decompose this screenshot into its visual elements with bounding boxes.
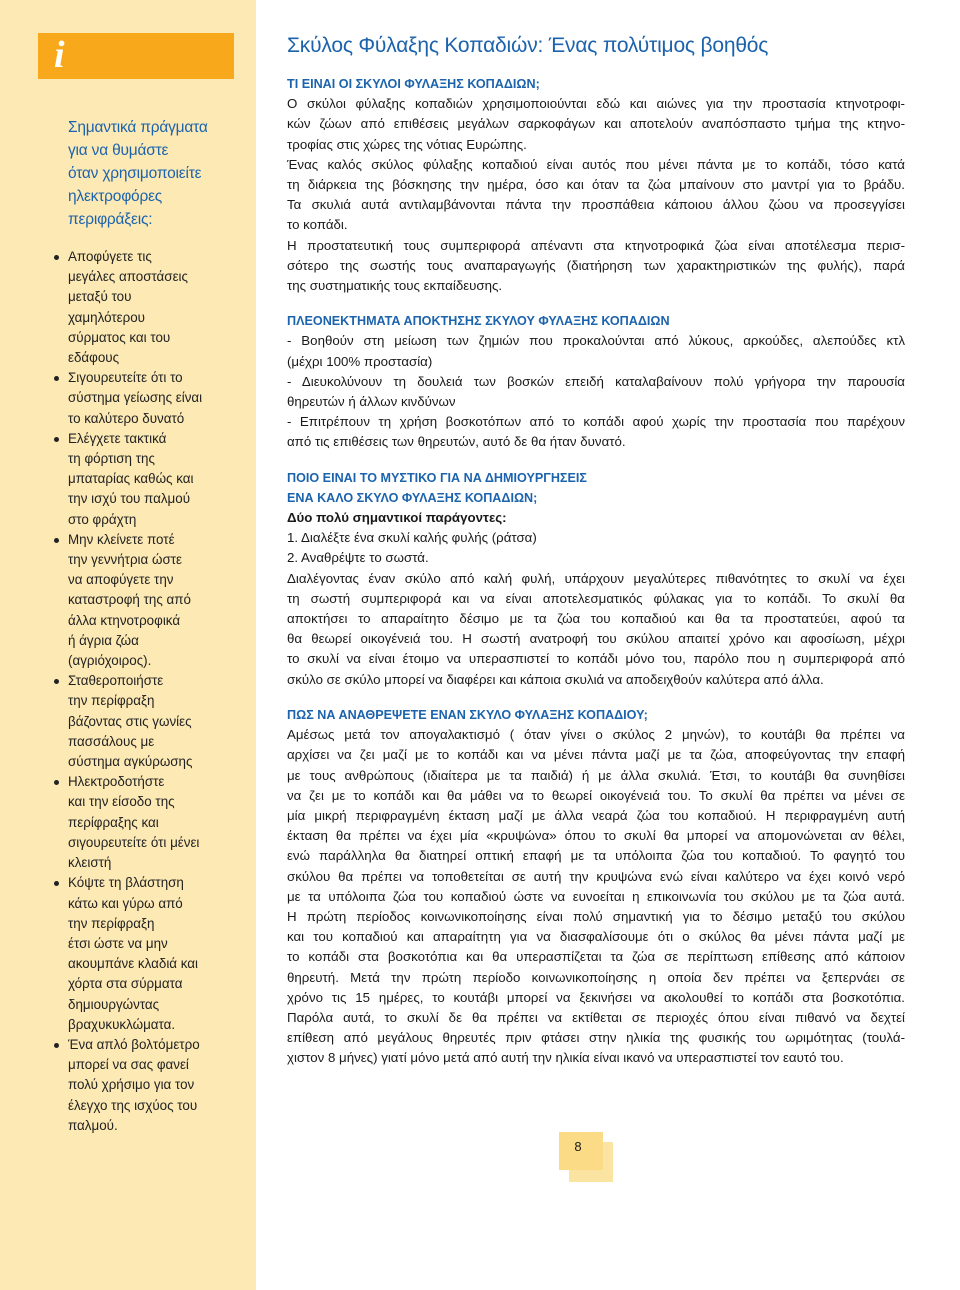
body-line: με τα υπόλοιπα ζώα του κοπαδιού ώστε να ευνοείται η επικοινωνία του σκύλου με τα ζώα αυτά. [287, 888, 905, 904]
body-line: θηρευτή. Μετά την πρώτη περίοδο κοινωνικοποίησης η οποία δεν πρέπει να ξεπερνάει σε [287, 969, 905, 985]
tip-line: χαμηλότερου [68, 309, 145, 325]
bullet-icon [54, 881, 59, 886]
tip-line: μεγάλες αποστάσεις [68, 269, 188, 285]
info-icon: i [54, 34, 65, 76]
bullet-icon [54, 679, 59, 684]
tip-line: παλμού. [68, 1117, 118, 1133]
sidebar-heading-line: περιφράξεις: [68, 211, 153, 228]
body-line: Διαλέγοντας έναν σκύλο από καλή φυλή, υπάρχουν μεγαλύτερες πιθανότητες το σκυλί να έχει [287, 570, 905, 586]
body-line: Ένας καλός σκύλος φύλαξης κοπαδιού είναι αυτός που μένει πάντα με το κοπάδι, τόσο κατά [287, 156, 905, 172]
body-line: χρόνο τις 15 ημέρες, το κουτάβι μπορεί να ξεκινήσει να ακολουθεί το κοπάδι στα βοσκοτόπια. [287, 989, 905, 1005]
tip-line: Αποφύγετε τις [68, 249, 152, 264]
tip-line: την περίφραξη [68, 693, 155, 709]
tip-line: σιγουρευτείτε ότι μένει [68, 834, 200, 850]
body-line: - Διευκολύνουν τη δουλειά των βοσκών επειδή καταλαβαίνουν πολύ γρήγορα την παρουσία [287, 373, 905, 389]
body-line: σκύλο σε σκύλο μπορεί να διαφέρει και κάποια σκυλιά να αποδειχθούν καλύτερα από άλλα. [287, 671, 824, 687]
tip-line: κάτω και γύρω από [68, 895, 183, 911]
tip-line: Ελέγχετε τακτικά [68, 430, 167, 446]
tip-line: σύστημα αγκύρωσης [68, 754, 193, 770]
body-line: κών ζώων από επιθέσεις μεγάλων σαρκοφάγων και αποτελούν αναπόσπαστο τμήμα της κτηνο- [287, 116, 905, 132]
tip-line: και την είσοδο της [68, 794, 175, 810]
body-line: ενώ παράλληλα θα διατηρεί οπτική επαφή με τα υπόλοιπα ζώα του κοπαδιού. Το φαγητό του [287, 848, 905, 864]
body-line: το κοπάδι στα βοσκοτόπια και θα υπερασπίζεται τα ζώα σε περίπτωση επίθεσης από κάποιον [287, 949, 905, 965]
tip-item [68, 671, 250, 772]
tip-line: την περίφραξη [68, 915, 155, 931]
tip-line: (αγριόχοιρος). [68, 653, 152, 669]
info-banner [38, 33, 234, 79]
tip-line: μπαταρίας καθώς και [68, 471, 194, 487]
bullet-icon [54, 437, 59, 442]
body-line: τη σωστή συμπεριφορά και να είναι αποτελεσματικός φύλακας για το κοπάδι. Το σκυλί θα [287, 590, 905, 606]
body-line: αποκτήσει το απαραίτητο δέσιμο με τα ζώα του κοπαδιού και θα τα προστατεύει, αφού τα [287, 611, 905, 627]
bullet-icon [54, 1043, 59, 1048]
tip-item [68, 1035, 250, 1136]
tip-line: βραχυκυκλώματα. [68, 1016, 176, 1032]
section-heading: ΕΝΑ ΚΑΛΟ ΣΚΥΛΟ ΦΥΛΑΞΗΣ ΚΟΠΑΔΙΩΝ; [287, 490, 538, 505]
body-line: της συστηματικής τους εκπαίδευσης. [287, 278, 503, 294]
tip-line: μπορεί να σας φανεί [68, 1057, 189, 1073]
tip-item [68, 772, 250, 873]
body-line: - Επιτρέπουν τη χρήση βοσκοτόπων από το κοπάδι αφού χωρίς την προστασία που παρέχουν [287, 414, 905, 430]
body-line: Ο σκύλοι φύλαξης κοπαδιών χρησιμοποιούνται εδώ και αιώνες για την προστασία κτηνοτροφι- [287, 96, 905, 112]
body-line: από τις επιθέσεις των θηρευτών, αυτό δε θα ήταν δυνατό. [287, 434, 626, 450]
body-line: τη διάρκεια της βόσκησης την ημέρα, όσο και όταν τα ζώα μπαίνουν στο μαντρί για το βράδυ. [287, 177, 905, 193]
page-number: 8 [574, 1139, 582, 1154]
tip-line: καταστροφή της από [68, 592, 191, 608]
body-line: αρχίσει να ζει μαζί με το κοπάδι και να μένει πάντα μαζί με τα ζώα, αποφεύγοντας την επαφή [287, 747, 905, 763]
body-line: χιστον 8 μήνες) γιατί μόνο μετά από αυτή την ηλικία είναι ικανό να υπερασπιστεί τον εαυτό του. [287, 1050, 844, 1066]
tip-line: το καλύτερο δυνατό [68, 410, 185, 426]
body-line: Η προστατευτική τους συμπεριφορά απέναντι στα κτηνοτροφικά ζώα είναι αποτέλεσμα περισ- [287, 237, 905, 253]
tip-line: Μην κλείνετε ποτέ [68, 531, 175, 547]
tip-line: την γεννήτρια ώστε [68, 552, 182, 568]
bullet-icon [54, 780, 59, 785]
tip-line: Ηλεκτροδοτήστε [68, 774, 165, 790]
body-line: έκταση θα πρέπει να έχει μία «κρυψώνα» όπου το σκυλί θα μπορεί να απομονώνεται αν θέλει, [287, 828, 905, 844]
sidebar-tips-list [68, 247, 250, 1136]
sidebar-panel [0, 0, 256, 1290]
sidebar-heading-line: ηλεκτροφόρες [68, 188, 163, 205]
tip-line: ή άγρια ζώα [68, 632, 139, 648]
sidebar-heading-line: όταν χρησιμοποιείτε [68, 165, 202, 182]
tip-line: τη φόρτιση της [68, 451, 155, 467]
tip-item [68, 429, 250, 530]
tip-line: χόρτα στα σύρματα [68, 976, 183, 992]
tip-line: σύστημα γείωσης είναι [68, 390, 203, 406]
tip-line: Ένα απλό βολτόμετρο [68, 1036, 200, 1052]
tip-line: δημιουργώντας [68, 996, 160, 1012]
tip-line: πασσάλους με [68, 733, 155, 749]
body-line: Η πρώτη περίοδος κοινωνικοποίησης είναι πολύ σημαντική για το δέσιμο μεταξύ του σκύλου [287, 908, 905, 924]
tip-item [68, 530, 250, 671]
tip-line: περίφραξης και [68, 814, 159, 830]
body-line: σότερο της σωστής τους αναπαραγωγής (διατήρηση των χαρακτηριστικών της φυλής), παρά [287, 257, 905, 273]
subheading: Δύο πολύ σημαντικοί παράγοντες: [287, 510, 507, 526]
body-line: Αμέσως μετά τον απογαλακτισμό ( όταν γίνει ο σκύλος 2 μηνών), το κουτάβι θα πρέπει να [287, 727, 905, 743]
main-article [287, 74, 905, 1069]
body-line: θα θεωρεί οικογένειά του. Η σωστή ανατροφή του σκύλου απαιτεί χρόνο και αφοσίωση, μέχρι [287, 631, 905, 647]
body-line: με τους ανθρώπους (ιδιαίτερα με τα παιδιά) ή με άλλα σκυλιά. Έτσι, το κουτάβι θα συνηθίσει [287, 767, 905, 783]
section-heading: ΠΟΙΟ ΕΙΝΑΙ ΤΟ ΜΥΣΤΙΚΟ ΓΙΑ ΝΑ ΔΗΜΙΟΥΡΓΗΣΕΙΣ [287, 470, 587, 485]
tip-item [68, 247, 250, 368]
body-line: 2. Αναθρέψτε το σωστά. [287, 550, 429, 566]
body-line: επίθεση από μεγάλους θηρευτές πριν φτάσει στην ηλικία της φυσικής του ωριμότητας (τουλά- [287, 1030, 905, 1046]
page-number-badge [555, 1128, 617, 1184]
body-line: σκύλου θα πρέπει να τοποθετείται σε αυτή την κρυψώνα ενώ είναι καλύτερο να έχει κοινό νερό [287, 868, 905, 884]
sidebar-heading-line: για να θυμάστε [68, 142, 169, 159]
tip-line: πολύ χρήσιμο για τον [68, 1077, 195, 1093]
body-line: και του κοπαδιού και απαραίτητη για να διασφαλίσουμε ότι ο σκύλος θα μένει πάντα μαζί με [287, 929, 905, 945]
tip-item [68, 368, 250, 429]
tip-line: να αποφύγετε την [68, 572, 174, 588]
tip-line: την ισχύ του παλμού [68, 491, 191, 507]
tip-line: εδάφους [68, 350, 120, 366]
tip-line: έτσι ώστε να μην [68, 935, 168, 951]
body-line: 1. Διαλέξτε ένα σκυλί καλής φυλής (ράτσα) [287, 530, 537, 546]
sidebar-heading-line: Σημαντικά πράγματα [68, 119, 208, 136]
body-line: μία μικρή περιφραγμένη έκταση μαζί με άλλα νεαρά ζώα του κοπαδιού. Η περιφραγμένη αυτή [287, 807, 905, 823]
tip-line: κλειστή [68, 855, 112, 871]
body-line: Παρόλα αυτά, το σκυλί δε θα πρέπει να εκτίθεται σε περιοχές όπου είναι πιθανό να δεχτεί [287, 1009, 905, 1025]
section-heading: ΤΙ ΕΙΝΑΙ ΟΙ ΣΚΥΛΟΙ ΦΥΛΑΞΗΣ ΚΟΠΑΔΙΩΝ; [287, 77, 540, 91]
body-line: να ζει με το κοπάδι και θα μάθει να το θεωρεί οικογένειά του. Το σκυλί θα πρέπει να μένει σε [287, 787, 905, 803]
tip-line: Σιγουρευτείτε ότι το [68, 370, 183, 386]
tip-line: Κόψτε τη βλάστηση [68, 875, 184, 891]
tip-line: Σταθεροποιήστε [68, 673, 164, 689]
section-heading: ΠΩΣ ΝΑ ΑΝΑΘΡΕΨΕΤΕ ΕΝΑΝ ΣΚΥΛΟ ΦΥΛΑΞΗΣ ΚΟΠΑΔΙΟΥ; [287, 707, 648, 722]
body-line: - Βοηθούν στη μείωση των ζημιών που προκαλούνται από λύκους, αρκούδες, αλεπούδες κτλ [287, 333, 905, 349]
body-line: το σκυλί να είναι έτοιμο να υπερασπιστεί το κοπάδι μόνο του, παρόλο που η συμπεριφορά από [287, 651, 905, 667]
tip-line: στο φράχτη [68, 511, 137, 527]
page-title: Σκύλος Φύλαξης Κοπαδιών: Ένας πολύτιμος βοηθός [287, 34, 769, 57]
body-line: θηρευτών ή άλλων κινδύνων [287, 394, 456, 410]
tip-line: σύρματος και του [68, 329, 171, 345]
body-line: Τα σκυλιά αυτά αντιλαμβάνονται πάντα την προσπάθεια κάποιου άλλου ζώου να προσεγγίσει [287, 197, 905, 213]
bullet-icon [54, 376, 59, 381]
body-line: το κοπάδι. [287, 217, 348, 233]
body-line: τροφίας στις χώρες της νότιας Ευρώπης. [287, 136, 527, 152]
tip-item [68, 873, 250, 1035]
bullet-icon [54, 255, 59, 260]
tip-line: ακουμπάνε κλαδιά και [68, 956, 199, 972]
tip-line: μεταξύ του [68, 289, 132, 305]
tip-line: άλλα κτηνοτροφικά [68, 612, 181, 628]
sidebar-heading [68, 116, 250, 231]
bullet-icon [54, 538, 59, 543]
section-heading: ΠΛΕΟΝΕΚΤΗΜΑΤΑ ΑΠΟΚΤΗΣΗΣ ΣΚΥΛΟΥ ΦΥΛΑΞΗΣ ΚΟΠΑΔΙΩΝ [287, 314, 670, 329]
tip-line: έλεγχο της ισχύος του [68, 1097, 198, 1113]
body-line: (μέχρι 100% προστασία) [287, 353, 433, 369]
tip-line: βάζοντας στις γωνίες [68, 713, 192, 729]
